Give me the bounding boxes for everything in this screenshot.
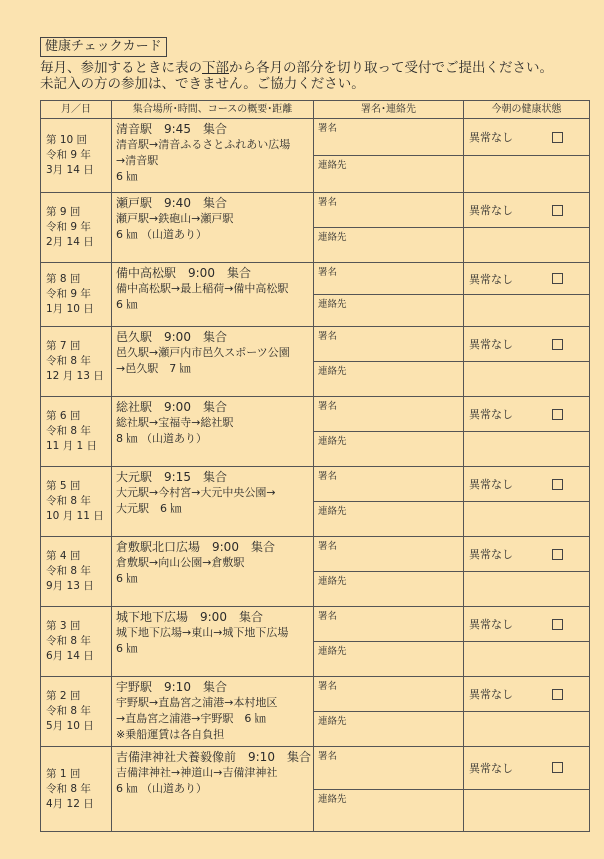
contact-field[interactable] <box>314 295 463 326</box>
health-checkbox[interactable] <box>552 619 563 630</box>
era-year: 令和 8 年 <box>46 705 91 717</box>
signature-label: 署名 <box>318 197 338 208</box>
health-checkbox[interactable] <box>552 339 563 350</box>
era-year: 令和 8 年 <box>46 425 91 437</box>
contact-label: 連絡先 <box>318 299 347 310</box>
health-checkbox[interactable] <box>552 689 563 700</box>
signature-label: 署名 <box>318 541 338 552</box>
event-date: 10 月 11 日 <box>46 510 104 522</box>
era-year: 令和 9 年 <box>46 288 91 300</box>
health-label: 異常なし <box>469 478 513 491</box>
signature-field[interactable] <box>314 119 463 156</box>
course-line: 邑久駅 9:00 集合 <box>116 330 227 344</box>
course-line: →清音駅 <box>116 154 159 167</box>
contact-label: 連絡先 <box>318 232 347 243</box>
header-health: 今朝の健康状態 <box>491 104 562 115</box>
course-line: 6 ㎞ <box>116 642 138 655</box>
health-label: 異常なし <box>469 618 513 631</box>
course-line: 6 ㎞ <box>116 298 138 311</box>
sign-cell <box>314 119 464 192</box>
intro-text <box>40 60 600 92</box>
course-line: 6 ㎞ <box>116 170 138 183</box>
course-cell <box>112 677 314 746</box>
intro-line-1-emphasis: 下部 <box>202 60 229 76</box>
contact-field[interactable] <box>314 432 463 466</box>
signature-label: 署名 <box>318 401 338 412</box>
round-number: 第 7 回 <box>46 340 81 352</box>
course-line: 8 ㎞ （山道あり） <box>116 432 207 445</box>
signature-field[interactable] <box>314 193 463 228</box>
course-cell <box>112 193 314 262</box>
era-year: 令和 9 年 <box>46 149 91 161</box>
table-row <box>41 677 589 747</box>
date-cell <box>41 537 112 606</box>
date-cell <box>41 263 112 326</box>
era-year: 令和 8 年 <box>46 635 91 647</box>
event-date: 2月 14 日 <box>46 236 94 248</box>
health-status <box>464 677 589 712</box>
contact-label: 連絡先 <box>318 793 347 805</box>
health-notes <box>464 432 589 466</box>
course-line: 瀬戸駅 9:40 集合 <box>116 196 227 210</box>
health-status <box>464 193 589 228</box>
health-checkbox[interactable] <box>552 205 563 216</box>
contact-field[interactable] <box>314 156 463 192</box>
course-line: ※乗船運賃は各自負担 <box>116 728 225 741</box>
health-checkbox[interactable] <box>552 273 563 284</box>
course-line: 6 ㎞ <box>116 572 138 585</box>
course-line: 清音駅→清音ふるさとふれあい広場 <box>116 138 291 151</box>
health-cell <box>464 119 589 192</box>
course-line: 吉備津神社→神道山→吉備津神社 <box>116 766 278 779</box>
round-number: 第 3 回 <box>46 620 81 632</box>
contact-field[interactable] <box>314 228 463 262</box>
health-cell <box>464 537 589 606</box>
signature-label: 署名 <box>318 123 338 134</box>
event-date: 11 月 1 日 <box>46 440 98 452</box>
health-notes <box>464 502 589 536</box>
table-header <box>41 101 589 119</box>
table-row <box>41 537 589 607</box>
signature-field[interactable] <box>314 397 463 432</box>
course-cell <box>112 607 314 676</box>
table-row <box>41 263 589 327</box>
contact-field[interactable] <box>314 362 463 396</box>
date-cell <box>41 397 112 466</box>
intro-line-1 <box>40 60 600 76</box>
sign-cell <box>314 607 464 676</box>
course-line: 城下地下広場→東山→城下地下広場 <box>116 626 289 639</box>
era-year: 令和 8 年 <box>46 495 91 507</box>
course-line: 総社駅 9:00 集合 <box>116 400 227 414</box>
health-cell <box>464 607 589 676</box>
event-date: 3月 14 日 <box>46 164 94 176</box>
signature-field[interactable] <box>314 677 463 712</box>
date-cell <box>41 747 112 831</box>
round-number: 第 2 回 <box>46 690 81 702</box>
course-cell <box>112 467 314 536</box>
course-line: 吉備津神社犬養毅像前 9:10 集合 <box>116 750 311 764</box>
signature-field[interactable] <box>314 327 463 362</box>
health-cell <box>464 397 589 466</box>
course-line: 宇野駅→直島宮之浦港→本村地区 <box>116 696 278 709</box>
health-status <box>464 119 589 156</box>
health-status <box>464 397 589 432</box>
health-notes <box>464 642 589 676</box>
table-body <box>41 119 589 831</box>
course-cell <box>112 263 314 326</box>
course-line: 備中高松駅 9:00 集合 <box>116 266 251 280</box>
health-label: 異常なし <box>469 131 513 144</box>
health-status <box>464 327 589 362</box>
health-checkbox[interactable] <box>552 549 563 560</box>
sign-cell <box>314 467 464 536</box>
intro-line-1-a: 毎月、参加するときに表の <box>40 60 202 76</box>
course-cell <box>112 397 314 466</box>
table-row <box>41 607 589 677</box>
health-label: 異常なし <box>469 272 513 286</box>
event-date: 9月 13 日 <box>46 580 94 592</box>
health-label: 異常なし <box>469 761 513 775</box>
course-cell <box>112 327 314 396</box>
course-cell <box>112 537 314 606</box>
era-year: 令和 8 年 <box>46 355 91 367</box>
event-date: 4月 12 日 <box>46 797 94 810</box>
era-year: 令和 9 年 <box>46 221 91 233</box>
table-row <box>41 327 589 397</box>
table-row <box>41 747 589 831</box>
signature-label: 署名 <box>318 331 338 342</box>
signature-field[interactable] <box>314 747 463 790</box>
header-date: 月／日 <box>41 101 112 118</box>
course-line: 倉敷駅→向山公園→倉敷駅 <box>116 556 245 569</box>
health-notes <box>464 790 589 832</box>
health-notes <box>464 362 589 396</box>
signature-field[interactable] <box>314 537 463 572</box>
contact-field[interactable] <box>314 712 463 746</box>
round-number: 第 4 回 <box>46 550 81 562</box>
health-status <box>464 537 589 572</box>
signature-label: 署名 <box>318 751 338 762</box>
contact-label: 連絡先 <box>318 436 347 447</box>
round-number: 第 1 回 <box>46 767 81 780</box>
health-notes <box>464 572 589 606</box>
contact-field[interactable] <box>314 642 463 676</box>
sign-cell <box>314 677 464 746</box>
header-sign: 署名･連絡先 <box>314 101 464 118</box>
course-cell <box>112 747 314 831</box>
course-line: 城下地下広場 9:00 集合 <box>116 610 263 624</box>
health-checkbox[interactable] <box>552 409 563 420</box>
signature-label: 署名 <box>318 471 338 482</box>
health-notes <box>464 228 589 262</box>
health-checkbox[interactable] <box>552 762 563 773</box>
health-cell <box>464 193 589 262</box>
contact-field[interactable] <box>314 572 463 606</box>
health-label: 異常なし <box>469 204 513 217</box>
schedule-table <box>40 100 590 832</box>
table-row <box>41 397 589 467</box>
round-number: 第 5 回 <box>46 480 81 492</box>
health-notes <box>464 712 589 746</box>
contact-label: 連絡先 <box>318 160 347 171</box>
contact-label: 連絡先 <box>318 366 347 377</box>
table-row <box>41 467 589 537</box>
round-number: 第 9 回 <box>46 206 81 218</box>
round-number: 第 6 回 <box>46 410 81 422</box>
course-line: 宇野駅 9:10 集合 <box>116 680 227 694</box>
health-label: 異常なし <box>469 338 513 351</box>
card-title: 健康チェックカード <box>40 37 167 57</box>
course-line: 総社駅→宝福寺→総社駅 <box>116 416 234 429</box>
contact-label: 連絡先 <box>318 506 347 517</box>
contact-label: 連絡先 <box>318 716 347 727</box>
date-cell <box>41 327 112 396</box>
health-status <box>464 467 589 502</box>
table-row <box>41 119 589 193</box>
sign-cell <box>314 747 464 831</box>
health-cell <box>464 677 589 746</box>
course-line: 瀬戸駅→鉄砲山→瀬戸駅 <box>116 212 234 225</box>
course-line: 6 ㎞ （山道あり） <box>116 228 207 241</box>
course-line: 大元駅 9:15 集合 <box>116 470 227 484</box>
signature-field[interactable] <box>314 467 463 502</box>
signature-label: 署名 <box>318 681 338 692</box>
health-checkbox[interactable] <box>552 132 563 143</box>
health-cell <box>464 747 589 831</box>
course-line: →邑久駅 7 ㎞ <box>116 362 191 375</box>
contact-field[interactable] <box>314 502 463 536</box>
event-date: 1月 10 日 <box>46 303 94 315</box>
health-notes <box>464 295 589 326</box>
health-label: 異常なし <box>469 408 513 421</box>
event-date: 12 月 13 日 <box>46 370 104 382</box>
signature-label: 署名 <box>318 611 338 622</box>
health-checkbox[interactable] <box>552 479 563 490</box>
course-line: 大元駅 6 ㎞ <box>116 502 182 515</box>
event-date: 5月 10 日 <box>46 720 94 732</box>
contact-label: 連絡先 <box>318 576 347 587</box>
sign-cell <box>314 193 464 262</box>
date-cell <box>41 607 112 676</box>
era-year: 令和 8 年 <box>46 782 91 795</box>
health-label: 異常なし <box>469 688 513 701</box>
health-notes <box>464 156 589 192</box>
signature-label: 署名 <box>318 267 338 278</box>
signature-field[interactable] <box>314 263 463 295</box>
sign-cell <box>314 263 464 326</box>
sign-cell <box>314 397 464 466</box>
health-cell <box>464 467 589 536</box>
era-year: 令和 8 年 <box>46 565 91 577</box>
course-line: 倉敷駅北口広場 9:00 集合 <box>116 540 275 554</box>
course-cell <box>112 119 314 192</box>
course-line: →直島宮之浦港→宇野駅 6 ㎞ <box>116 712 266 725</box>
sign-cell <box>314 537 464 606</box>
date-cell <box>41 467 112 536</box>
course-line: 清音駅 9:45 集合 <box>116 122 227 136</box>
contact-field[interactable] <box>314 790 463 832</box>
sign-cell <box>314 327 464 396</box>
course-line: 邑久駅→瀬戸内市邑久スポーツ公園 <box>116 346 290 359</box>
contact-label: 連絡先 <box>318 646 347 657</box>
date-cell <box>41 193 112 262</box>
event-date: 6月 14 日 <box>46 650 94 662</box>
signature-field[interactable] <box>314 607 463 642</box>
health-label: 異常なし <box>469 548 513 561</box>
header-course: 集合場所･時間、コースの概要･距離 <box>112 101 314 118</box>
health-status <box>464 263 589 295</box>
intro-line-2: 未記入の方の参加は、できません。ご協力ください。 <box>40 76 365 92</box>
round-number: 第 8 回 <box>46 273 81 285</box>
intro-line-1-c: から各月の部分を切り取って受付でご提出ください。 <box>229 60 553 76</box>
health-cell <box>464 263 589 326</box>
date-cell <box>41 677 112 746</box>
health-status <box>464 607 589 642</box>
table-row <box>41 193 589 263</box>
health-status <box>464 747 589 790</box>
health-cell <box>464 327 589 396</box>
date-cell <box>41 119 112 192</box>
round-number: 第 10 回 <box>46 134 88 146</box>
course-line: 6 ㎞ （山道あり） <box>116 782 207 795</box>
course-line: 備中高松駅→最上稲荷→備中高松駅 <box>116 282 289 295</box>
course-line: 大元駅→今村宮→大元中央公園→ <box>116 486 276 499</box>
